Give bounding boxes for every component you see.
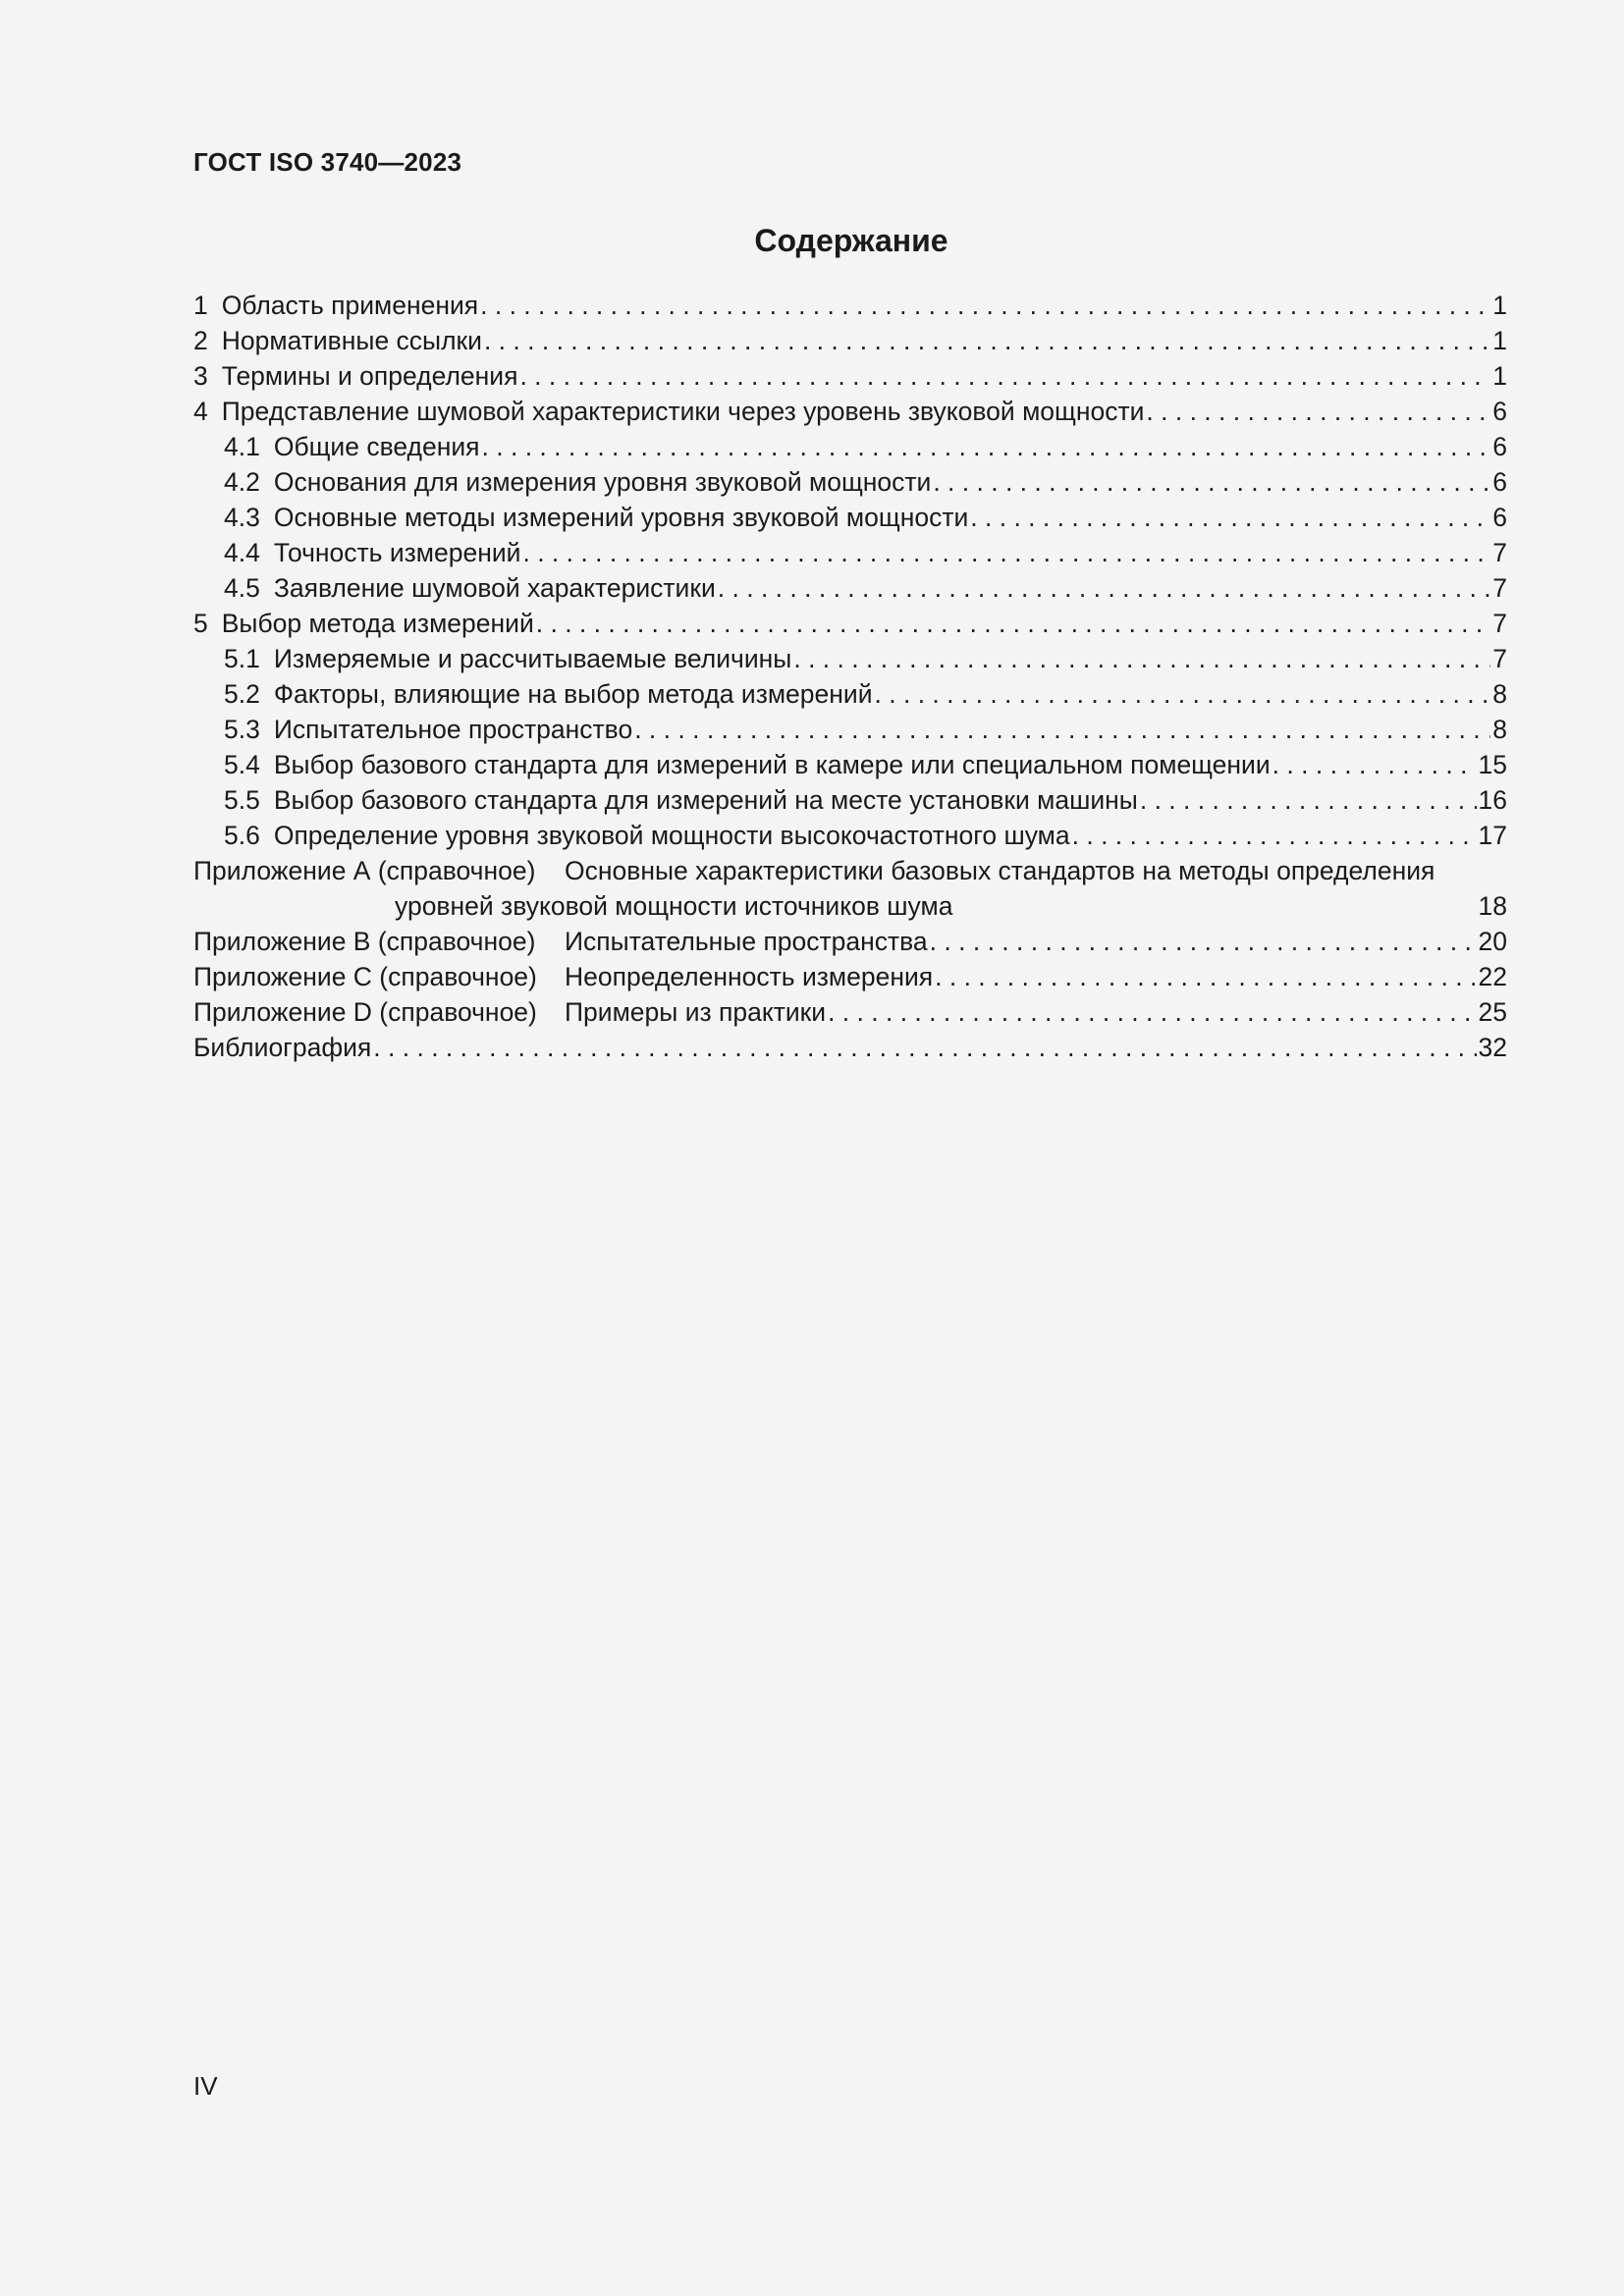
toc-entry-title: Основания для измерения уровня звуковой мощности xyxy=(273,467,932,497)
dot-leader xyxy=(373,1030,1476,1065)
dot-leader xyxy=(828,994,1476,1030)
toc-entry-page: 1 xyxy=(1492,361,1507,391)
toc-entry-title: Общие сведения xyxy=(273,432,480,461)
dot-leader xyxy=(522,535,1490,570)
toc-entry-4-5[interactable] xyxy=(193,570,1507,606)
toc-entry-number: 5.4 xyxy=(224,750,260,779)
annex-label: Приложение D (справочное) xyxy=(193,997,537,1027)
toc-annex-b[interactable] xyxy=(193,924,1507,959)
toc-annex-c[interactable] xyxy=(193,959,1507,994)
toc-entry-4-1[interactable] xyxy=(193,429,1507,464)
toc-entry-5-4[interactable] xyxy=(193,747,1507,782)
toc-entry-number: 5.6 xyxy=(224,821,260,850)
toc-entry-number: 5.1 xyxy=(224,644,260,673)
page-number: IV xyxy=(193,2071,218,2101)
toc-entry-5-3[interactable] xyxy=(193,712,1507,747)
dot-leader xyxy=(1146,394,1490,429)
toc-entry-1[interactable] xyxy=(193,288,1507,323)
dot-leader xyxy=(482,429,1491,464)
toc-entry-5-1[interactable] xyxy=(193,641,1507,676)
toc-entry-title: Выбор базового стандарта для измерений на месте установки машины xyxy=(273,785,1138,815)
toc-entry-5[interactable] xyxy=(193,606,1507,641)
toc-entry-number: 4.5 xyxy=(224,573,260,603)
toc-entry-page: 15 xyxy=(1478,750,1507,779)
annex-title: Основные характеристики базовых стандартов на методы определения xyxy=(565,856,1435,885)
toc-entry-page: 20 xyxy=(1478,927,1507,956)
dot-leader xyxy=(970,500,1490,535)
toc-entry-title: Основные методы измерений уровня звуковой мощности xyxy=(273,503,969,532)
document-standard-header: ГОСТ ISO 3740—2023 xyxy=(193,147,462,177)
toc-entry-page: 6 xyxy=(1492,467,1507,497)
toc-entry-5-5[interactable] xyxy=(193,782,1507,818)
toc-entry-number: 4.3 xyxy=(224,503,260,532)
toc-entry-title: Область применения xyxy=(221,291,479,320)
toc-entry-title: Определение уровня звуковой мощности высокочастотного шума xyxy=(273,821,1070,850)
toc-entry-4-4[interactable] xyxy=(193,535,1507,570)
toc-entry-page: 18 xyxy=(1478,891,1507,921)
toc-entry-page: 25 xyxy=(1478,997,1507,1027)
annex-label: Приложение В (справочное) xyxy=(193,927,536,956)
toc-entry-page: 8 xyxy=(1492,679,1507,709)
dot-leader xyxy=(718,570,1490,606)
dot-leader xyxy=(933,464,1490,500)
toc-entry-number: 5.3 xyxy=(224,715,260,744)
toc-annex-a[interactable] xyxy=(193,853,1507,924)
dot-leader xyxy=(1272,747,1477,782)
toc-entry-page: 6 xyxy=(1492,503,1507,532)
dot-leader xyxy=(1140,782,1477,818)
toc-entry-page: 8 xyxy=(1492,715,1507,744)
toc-entry-number: 4.1 xyxy=(224,432,260,461)
annex-title: Примеры из практики xyxy=(565,997,827,1027)
annex-label: Приложение А (справочное) xyxy=(193,856,536,885)
toc-entry-page: 32 xyxy=(1478,1033,1507,1062)
toc-entry-title: Нормативные ссылки xyxy=(221,326,482,355)
annex-title-continued: уровней звуковой мощности источников шума xyxy=(395,891,953,921)
dot-leader xyxy=(634,712,1490,747)
dot-leader xyxy=(536,606,1491,641)
toc-entry-number: 2 xyxy=(193,326,208,355)
toc-entry-page: 7 xyxy=(1492,644,1507,673)
annex-title-line xyxy=(395,888,1507,924)
toc-entry-title: Измеряемые и рассчитываемые величины xyxy=(273,644,792,673)
toc-entry-page: 7 xyxy=(1492,609,1507,638)
toc-entry-page: 1 xyxy=(1492,326,1507,355)
toc-entry-page: 1 xyxy=(1492,291,1507,320)
toc-entry-title: Факторы, влияющие на выбор метода измерений xyxy=(273,679,873,709)
toc-entry-page: 7 xyxy=(1492,573,1507,603)
dot-leader xyxy=(793,641,1490,676)
dot-leader xyxy=(519,358,1490,394)
toc-entry-page: 7 xyxy=(1492,538,1507,567)
annex-title: Неопределенность измерения xyxy=(565,962,934,991)
toc-entry-title: Библиография xyxy=(193,1033,372,1062)
toc-entry-4-2[interactable] xyxy=(193,464,1507,500)
toc-entry-number: 4.4 xyxy=(224,538,260,567)
toc-entry-number: 5.2 xyxy=(224,679,260,709)
dot-leader xyxy=(484,323,1490,358)
toc-entry-title: Выбор метода измерений xyxy=(221,609,534,638)
toc-entry-4[interactable] xyxy=(193,394,1507,429)
dot-leader xyxy=(480,288,1490,323)
toc-entry-4-3[interactable] xyxy=(193,500,1507,535)
dot-leader xyxy=(930,924,1477,959)
toc-entry-title: Заявление шумовой характеристики xyxy=(273,573,716,603)
toc-entry-title: Испытательное пространство xyxy=(273,715,633,744)
toc-entry-title: Представление шумовой характеристики через уровень звуковой мощности xyxy=(221,397,1145,426)
annex-title-line xyxy=(565,853,1507,888)
dot-leader xyxy=(875,676,1491,712)
toc-entry-number: 4.2 xyxy=(224,467,260,497)
annex-label: Приложение С (справочное) xyxy=(193,962,537,991)
toc-entry-2[interactable] xyxy=(193,323,1507,358)
toc-annex-d[interactable] xyxy=(193,994,1507,1030)
toc-entry-page: 6 xyxy=(1492,432,1507,461)
annex-title: Испытательные пространства xyxy=(565,927,928,956)
toc-entry-number: 1 xyxy=(193,291,208,320)
toc-entry-page: 6 xyxy=(1492,397,1507,426)
toc-title: Содержание xyxy=(754,223,948,258)
toc-entry-page: 22 xyxy=(1478,962,1507,991)
toc-entry-title: Выбор базового стандарта для измерений в камере или специальном помещении xyxy=(273,750,1271,779)
toc-entry-number: 4 xyxy=(193,397,208,426)
toc-bibliography[interactable] xyxy=(193,1030,1507,1065)
toc-entry-number: 3 xyxy=(193,361,208,391)
toc-entry-title: Точность измерений xyxy=(273,538,521,567)
toc-entry-3[interactable] xyxy=(193,358,1507,394)
toc-entry-number: 5 xyxy=(193,609,208,638)
toc-entry-page: 16 xyxy=(1478,785,1507,815)
toc-entry-title: Термины и определения xyxy=(221,361,518,391)
dot-leader xyxy=(935,959,1476,994)
toc-entry-5-6[interactable] xyxy=(193,818,1507,853)
toc-entry-number: 5.5 xyxy=(224,785,260,815)
dot-leader xyxy=(1072,818,1477,853)
table-of-contents xyxy=(193,288,1507,1065)
toc-entry-page: 17 xyxy=(1478,821,1507,850)
toc-entry-5-2[interactable] xyxy=(193,676,1507,712)
